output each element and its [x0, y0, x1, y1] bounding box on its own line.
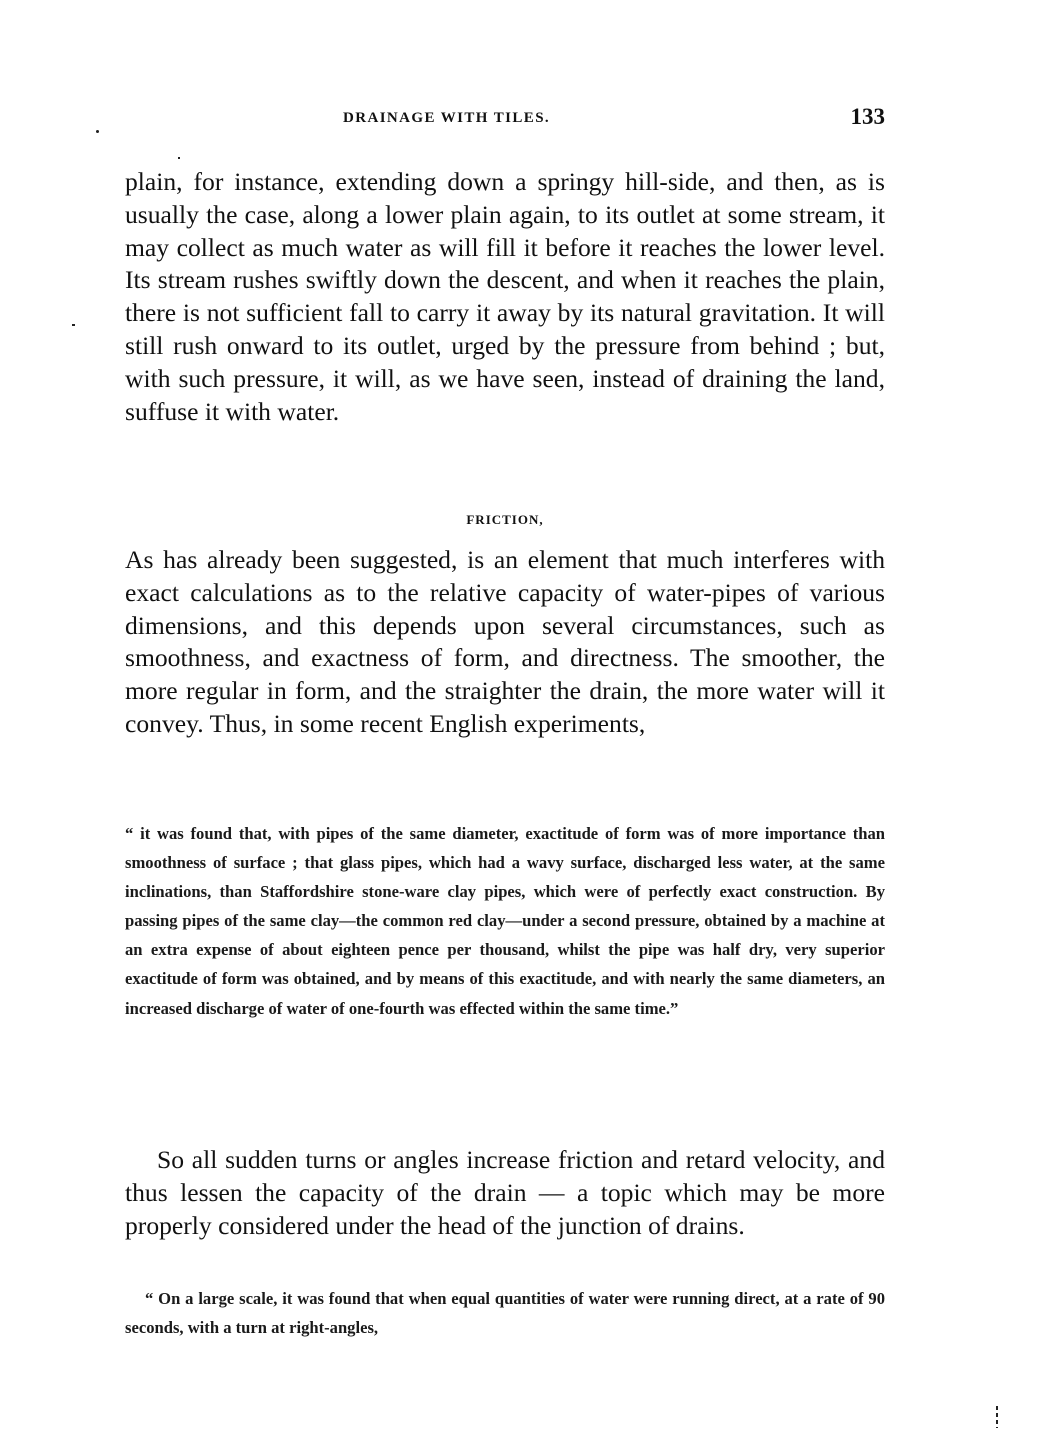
paragraph-outlet-pressure	[125, 166, 885, 428]
scan-speck	[178, 157, 180, 159]
section-heading-friction: FRICTION,	[466, 512, 544, 527]
page-header	[125, 104, 885, 134]
scan-speck	[72, 324, 75, 326]
quote-text: “ it was found that, with pipes of the same diameter, exactitude of form was of more importance than smoothness of surface ; that glass pipes, which had a wavy surface, discharged less water, at the same inclinations, than Staffordshire stone-ware clay pipes, which were of perfectly exact construction. By passing pipes of the same clay—the common red clay—under a second pressure, obtained by a machine at an extra expense of about eighteen pence per thousand, whilst the pipe was half dry, very superior exactitude of form was obtained, and by means of this exactitude, and with nearly the same diameters, an increased discharge of water of one-fourth was effected within the same time.”	[125, 824, 885, 1018]
block-quote-experiments	[125, 819, 885, 1023]
paragraph-text: So all sudden turns or angles increase friction and retard velocity, and thus lessen the capacity of the drain — a topic which may be more properly considered under the head of the junction of drains.	[125, 1145, 885, 1240]
scan-mark	[996, 1406, 998, 1428]
scan-speck	[96, 130, 99, 133]
paragraph-turns-angles	[125, 1144, 885, 1242]
running-head: DRAINAGE WITH TILES.	[343, 110, 551, 126]
paragraph-text: As has already been suggested, is an element that much interferes with exact calculations as to the relative capacity of water-pipes of various dimensions, and this depends upon several circumstances, such as smoothness, and exactness of form, and directness. The smoother, the more regular in form, and the straighter the drain, the more water will it convey. Thus, in some recent English experiments,	[125, 545, 885, 738]
paragraph-text: plain, for instance, extending down a springy hill-side, and then, as is usually the case, along a lower plain again, to its outlet at some stream, it may collect as much water as will fill it before it reaches the lower level. Its stream rushes swiftly down the descent, and when it reaches the plain, there is not sufficient fall to carry it away by its natural gravitation. It will still rush onward to its outlet, urged by the pressure from behind ; but, with such pressure, it will, as we have seen, instead of draining the land, suffuse it with water.	[125, 167, 885, 426]
quote-text: “ On a large scale, it was found that when equal quantities of water were running direct, at a rate of 90 seconds, with a turn at right-angles,	[125, 1289, 885, 1338]
paragraph-friction	[125, 544, 885, 741]
block-quote-large-scale	[125, 1284, 885, 1342]
page-number: 133	[850, 104, 885, 129]
